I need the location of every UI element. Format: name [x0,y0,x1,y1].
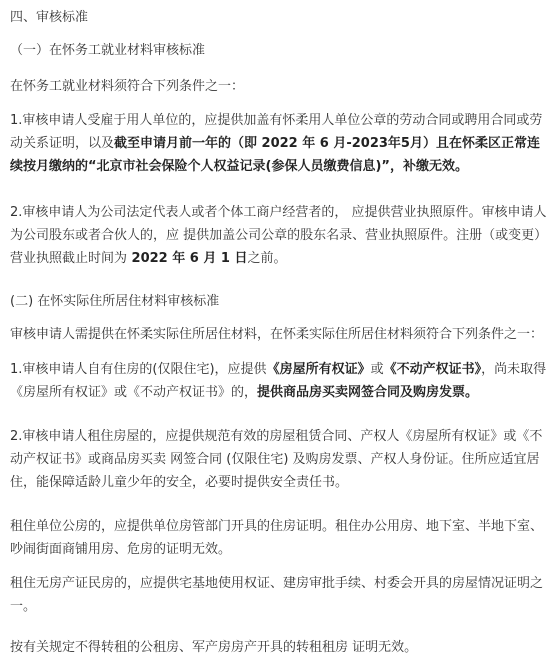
subsection-1-intro: 在怀务工就业材料须符合下列条件之一： [10,79,245,94]
item-text-1: 1.审核申请人自有住房的(仅限住宅)，应提供 [10,362,267,377]
item-bold-2: 《不动产权证书》 [383,362,482,377]
item-2-tail: 之前。 [247,251,287,266]
item-bold-1: 《房屋所有权证》 [266,362,371,377]
item-1-text: 1.审核申请人受雇于用人单位的，应提供加盖有怀柔用人单位公章的劳动合同或聘用合同或劳动关系证明，以及 [10,113,543,151]
item-text-3: ，尚未取得《房屋所有权证》或《不动产权证书》的， [10,362,547,400]
item-1-bold-text: 截至申请月前一年的（即 2022 年 6 月-2023年5月）且在怀柔区正常连续按月缴纳的“北京市社会保险个人权益记录(参保人员缴费信息)”，补缴无效。 [10,136,540,174]
subsection-2-intro: 审核申请人需提供在怀柔实际住所居住材料，在怀柔实际住所居住材料须符合下列条件之一： [10,327,544,342]
subsection-2-item-1 [10,358,547,404]
subsection-1-item-1 [10,109,547,178]
item-2-text: 2.审核申请人为公司法定代表人或者个体工商户经营者的， 应提供营业执照原件。审核申请人为公司股东或者合伙人的，应 提供加盖公司公章的股东名录、营业执照原件。注册（或变更）营业执照截止时间为 [10,205,547,266]
item-bold-3: 提供商品房买卖网签合同及购房发票。 [257,385,479,400]
paragraph-public-housing: 租住单位公房的，应提供单位房管部门开具的住房证明。租住办公用房、地下室、半地下室、吵闹街面商铺用房、危房的证明无效。 [10,519,544,557]
section-title: 四、审核标准 [10,10,89,25]
subsection-2-title: (二) 在怀实际住所居住材料审核标准 [10,294,220,309]
paragraph-invalid-sublease: 按有关规定不得转租的公租房、军产房房产开具的转租租房 证明无效。 [10,640,418,655]
item-2-bold-date: 2022 年 6 月 1 日 [127,251,248,266]
subsection-1-title: （一）在怀务工就业材料审核标准 [10,43,206,58]
paragraph-no-title-housing: 租住无房产证民房的，应提供宅基地使用权证、建房审批手续、村委会开具的房屋情况证明之一。 [10,576,544,614]
subsection-2-item-2: 2.审核申请人租住房屋的，应提供规范有效的房屋租赁合同、产权人《房屋所有权证》或《不动产权证书》或商品房买卖 网签合同 (仅限住宅) 及购房发票、产权人身份证。住所应适宜居住，能保障适龄儿童少年的安全，必要时提供安全责任书。 [10,429,543,490]
subsection-1-item-2 [10,201,547,270]
item-text-2: 或 [370,362,384,377]
